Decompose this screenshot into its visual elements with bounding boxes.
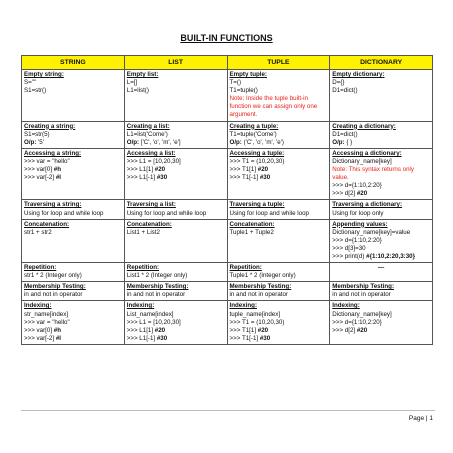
cell-line: O/p: '5' [24, 138, 44, 146]
table-cell-string [22, 121, 125, 148]
cell-line: L=[] [126, 79, 138, 87]
cell-line: L1=list('Come') [126, 130, 168, 138]
cell-line: Tuple1 + Tuple2 [229, 228, 274, 236]
cell-heading: Concatenation: [229, 220, 275, 228]
table-cell-tuple [227, 148, 330, 200]
cell-line: List_name[index] [126, 310, 174, 318]
cell-line: S1=str() [24, 87, 47, 95]
table-cell-dictionary [330, 148, 433, 200]
cell-line: >>> d[2] #20 [332, 326, 368, 334]
cell-heading: Repetition: [229, 264, 262, 272]
cell-line: D1=dict() [332, 87, 358, 95]
table-cell-tuple [227, 200, 330, 219]
page-title: BUILT-IN FUNCTIONS [180, 33, 273, 43]
table-cell-tuple [227, 263, 330, 282]
cell-heading: Membership Testing: [24, 283, 86, 291]
cell-line: in and not in operator [229, 291, 288, 299]
cell-line: L1=list() [126, 87, 149, 95]
cell-heading: Empty list: [126, 71, 159, 78]
cell-line: >>> d={1:10,2:20} [332, 318, 382, 326]
cell-line: D1=dict() [332, 130, 358, 138]
cell-heading: Empty dictionary: [332, 71, 385, 78]
table-cell-list [124, 219, 227, 262]
cell-line: >>> var[0] #h [24, 326, 61, 334]
cell-line: S="" [24, 79, 37, 87]
table-cell-string [22, 148, 125, 200]
header-tuple: TUPLE [227, 56, 330, 70]
header-string: STRING [22, 56, 125, 70]
cell-line: in and not in operator [332, 291, 391, 299]
cell-heading: Accessing a string: [24, 149, 82, 157]
cell-heading: Accessing a list: [126, 149, 176, 157]
table-cell-list [124, 121, 227, 148]
cell-heading: Indexing: [126, 302, 155, 310]
cell-heading: Creating a tuple: [229, 122, 279, 130]
cell-line: >>> var[0] #h [24, 166, 61, 174]
cell-heading: Indexing: [332, 302, 360, 310]
table-cell-string [22, 219, 125, 262]
table-cell-dictionary [330, 301, 433, 344]
table-cell-string [22, 282, 125, 301]
cell-note: Note: This syntax returns only value. [332, 166, 414, 182]
table-cell-dictionary [330, 219, 433, 262]
cell-line: S1=str(5) [24, 130, 50, 138]
footer-divider [21, 410, 435, 411]
table-cell-tuple [227, 70, 330, 122]
table-cell-string [22, 70, 125, 122]
cell-line: Using for loop and while loop [229, 209, 309, 217]
cell-heading: Membership Testing: [126, 283, 189, 291]
table-row [22, 301, 433, 344]
cell-line: >>> d={1:10,2:20} [332, 236, 382, 244]
cell-heading: Empty tuple: [229, 71, 267, 78]
cell-heading: Creating a list: [126, 122, 170, 130]
cell-line: T1=tuple() [229, 87, 258, 95]
cell-line: Dictionary_name[key] [332, 157, 392, 165]
page-footer: Page | 1 [408, 415, 433, 422]
cell-line: str1 * 2 (Integer only) [24, 272, 82, 280]
cell-heading: Traversing a string: [24, 201, 82, 209]
cell-heading: Membership Testing: [229, 283, 292, 291]
table-cell-string [22, 263, 125, 282]
table-header-row [22, 56, 433, 70]
empty-dash: — [378, 264, 385, 272]
cell-line: >>> T1[1] #20 [229, 326, 269, 334]
cell-line: >>> d[2] #20 [332, 190, 368, 198]
cell-heading: Traversing a list: [126, 201, 176, 209]
cell-line: Dictionary_name[key] [332, 310, 392, 318]
cell-line: >>> L1[-1] #30 [126, 334, 168, 342]
table-row [22, 263, 433, 282]
cell-line: Tuple1 * 2 (Integer only) [229, 272, 296, 280]
cell-line: in and not in operator [24, 291, 83, 299]
cell-line: >>> T1[-1] #30 [229, 334, 271, 342]
cell-line: >>> T1[1] #20 [229, 166, 269, 174]
cell-line: str_name[index] [24, 310, 69, 318]
cell-line: Using for loop only [332, 209, 384, 217]
cell-line: >>> d={1:10,2:20} [332, 182, 382, 190]
cell-line: >>> L1[1] #20 [126, 166, 166, 174]
cell-heading: Concatenation: [24, 220, 70, 228]
cell-line: >>> var = "hello" [24, 318, 70, 326]
table-cell-dictionary [330, 70, 433, 122]
cell-heading: Appending values: [332, 220, 388, 228]
table-cell-list [124, 301, 227, 344]
cell-heading: Accessing a tuple: [229, 149, 285, 157]
cell-note: Note: Inside the tuple built-in function we can assign only one argument. [229, 95, 318, 119]
cell-line: str1 + str2 [24, 228, 52, 236]
cell-line: O/p: ('C', 'o', 'm', 'e') [229, 138, 284, 146]
table-cell-dictionary [330, 282, 433, 301]
cell-heading: Concatenation: [126, 220, 172, 228]
cell-heading: Empty string: [24, 71, 64, 78]
cell-line: >>> var = "hello" [24, 157, 70, 165]
cell-heading: Indexing: [229, 302, 257, 310]
cell-line: D={} [332, 79, 345, 87]
cell-heading: Creating a string: [24, 122, 76, 130]
cell-line: T1=tuple('Come') [229, 130, 277, 138]
table-row [22, 148, 433, 200]
cell-heading: Accessing a dictionary: [332, 149, 402, 157]
cell-heading: Repetition: [24, 264, 57, 272]
cell-line: List1 + List2 [126, 228, 160, 236]
cell-heading: Traversing a dictionary: [332, 201, 403, 209]
cell-line: >>> T1 = (10,20,30) [229, 318, 285, 326]
table-cell-list [124, 282, 227, 301]
cell-line: >>> L1[1] #20 [126, 326, 166, 334]
cell-line: O/p: ['C', 'o', 'm', 'e'] [126, 138, 181, 146]
cell-line: >>> T1[-1] #30 [229, 174, 271, 182]
cell-heading: Membership Testing: [332, 283, 395, 291]
cell-heading: Indexing: [24, 302, 52, 310]
functions-table [21, 55, 433, 345]
header-list: LIST [124, 56, 227, 70]
cell-line: >>> L1 = [10,20,30] [126, 318, 181, 326]
table-cell-dictionary [330, 200, 433, 219]
cell-heading: Traversing a tuple: [229, 201, 285, 209]
table-cell-dictionary [330, 263, 433, 282]
cell-line: >>> L1 = [10,20,30] [126, 157, 181, 165]
cell-line: O/p: { } [332, 138, 353, 146]
table-cell-list [124, 148, 227, 200]
table-cell-string [22, 200, 125, 219]
table-row [22, 219, 433, 262]
cell-line: >>> d[3]=30 [332, 244, 366, 252]
cell-line: Using for loop and while loop [24, 209, 104, 217]
table-cell-list [124, 200, 227, 219]
cell-line: >>> print(d) #{1:10,2:20,3:30} [332, 252, 415, 260]
cell-heading: Repetition: [126, 264, 160, 272]
cell-line: >>> var[-2] #l [24, 174, 61, 182]
table-body [22, 70, 433, 345]
cell-line: Dictionary_name[key]=value [332, 228, 411, 236]
cell-line: Using for loop and while loop [126, 209, 207, 217]
cell-line: >>> L1[-1] #30 [126, 174, 168, 182]
table-cell-tuple [227, 121, 330, 148]
header-dictionary: DICTIONARY [330, 56, 433, 70]
cell-heading: Creating a dictionary: [332, 122, 396, 130]
cell-line: tuple_name[index] [229, 310, 281, 318]
cell-line: T=() [229, 79, 242, 87]
table-cell-tuple [227, 301, 330, 344]
cell-line: in and not in operator [126, 291, 186, 299]
cell-line: >>> var[-2] #l [24, 334, 61, 342]
table-cell-tuple [227, 219, 330, 262]
table-row [22, 121, 433, 148]
table-cell-tuple [227, 282, 330, 301]
table-cell-string [22, 301, 125, 344]
table-row [22, 70, 433, 122]
cell-line: >>> T1 = (10,20,30) [229, 157, 285, 165]
table-cell-dictionary [330, 121, 433, 148]
table-row [22, 200, 433, 219]
cell-line: List1 * 2 (Integer only) [126, 272, 188, 280]
table-cell-list [124, 263, 227, 282]
table-cell-list [124, 70, 227, 122]
table-row [22, 282, 433, 301]
